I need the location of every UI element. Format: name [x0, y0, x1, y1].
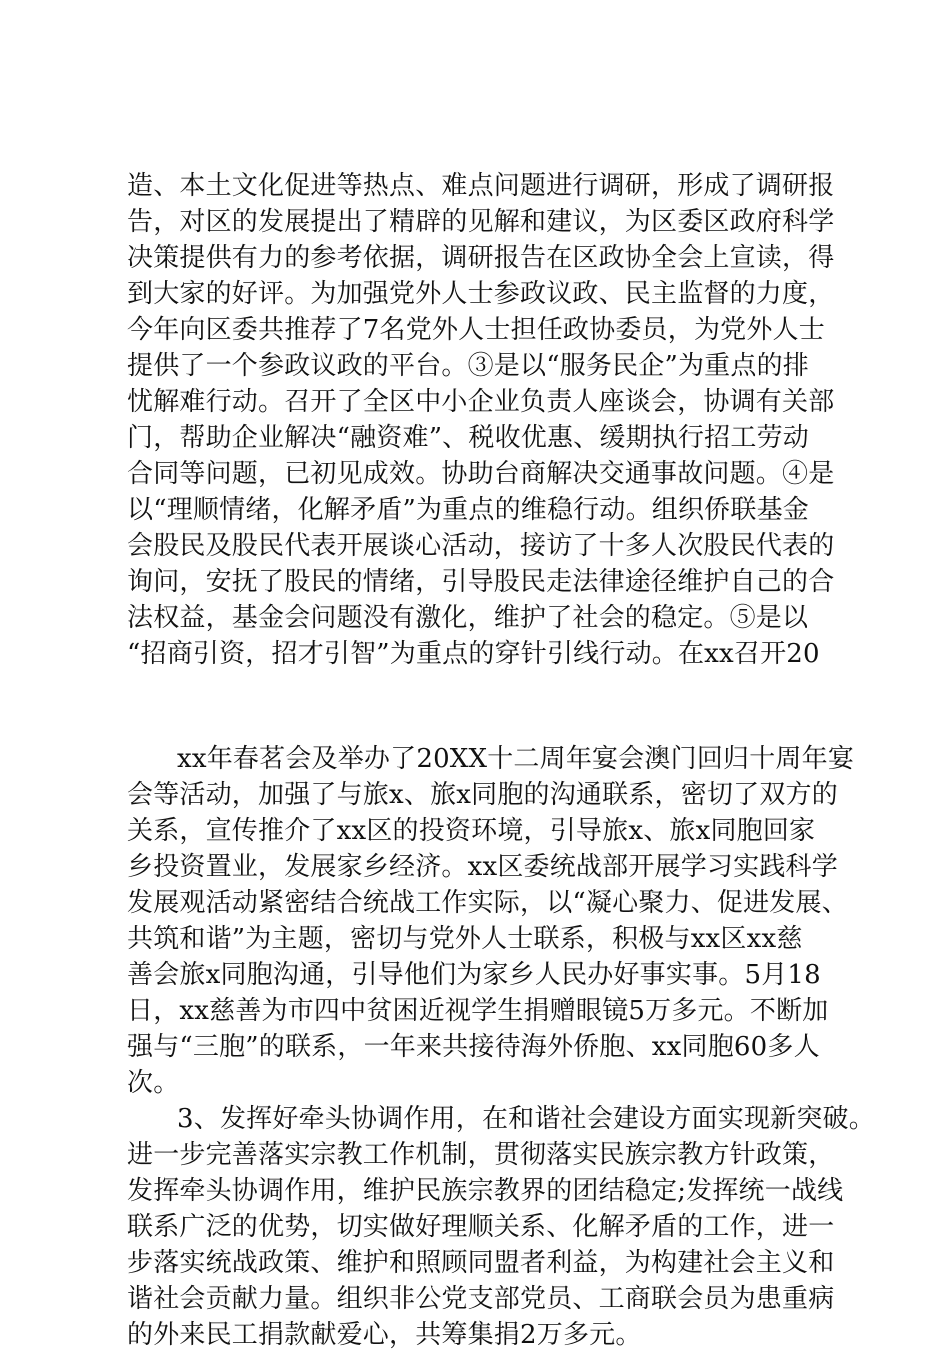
text-line: xx年春茗会及举办了20XX十二周年宴会澳门回归十周年宴 [177, 744, 855, 774]
text-line: 以“理顺情绪，化解矛盾”为重点的维稳行动。组织侨联基金 [127, 495, 809, 525]
text-line: 谐社会贡献力量。组织非公党支部党员、工商联会员为患重病 [127, 1284, 835, 1314]
text-line: “招商引资，招才引智”为重点的穿针引线行动。在xx召开20 [127, 639, 820, 669]
text-line: 联系广泛的优势，切实做好理顺关系、化解矛盾的工作，进一 [127, 1212, 835, 1242]
text-line: 造、本土文化促进等热点、难点问题进行调研，形成了调研报 [127, 171, 835, 201]
text-line: 到大家的好评。为加强党外人士参政议政、民主监督的力度， [127, 279, 835, 309]
text-line: 3、发挥好牵头协调作用，在和谐社会建设方面实现新突破。 [177, 1104, 875, 1134]
text-line: 进一步完善落实宗教工作机制，贯彻落实民族宗教方针政策， [127, 1140, 835, 1170]
text-line: 会等活动，加强了与旅x、旅x同胞的沟通联系，密切了双方的 [127, 780, 838, 810]
text-line: 决策提供有力的参考依据，调研报告在区政协全会上宣读，得 [127, 243, 835, 273]
text-line: 法权益，基金会问题没有激化，维护了社会的稳定。⑤是以 [127, 603, 809, 633]
text-line: 强与“三胞”的联系，一年来共接待海外侨胞、xx同胞60多人 [127, 1032, 820, 1062]
text-line: 发展观活动紧密结合统战工作实际，以“凝心聚力、促进发展、 [127, 888, 848, 918]
text-line: 发挥牵头协调作用，维护民族宗教界的团结稳定;发挥统一战线 [127, 1176, 844, 1206]
text-line: 今年向区委共推荐了7名党外人士担任政协委员，为党外人士 [127, 315, 825, 345]
text-line: 日，xx慈善为市四中贫困近视学生捐赠眼镜5万多元。不断加 [127, 996, 829, 1026]
text-line: 忧解难行动。召开了全区中小企业负责人座谈会，协调有关部 [127, 387, 835, 417]
text-line: 步落实统战政策、维护和照顾同盟者利益，为构建社会主义和 [127, 1248, 835, 1278]
text-line: 会股民及股民代表开展谈心活动，接访了十多人次股民代表的 [127, 531, 835, 561]
text-line: 告，对区的发展提出了精辟的见解和建议，为区委区政府科学 [127, 207, 835, 237]
text-line: 善会旅x同胞沟通，引导他们为家乡人民办好事实事。5月18 [127, 960, 821, 990]
text-line: 共筑和谐”为主题，密切与党外人士联系，积极与xx区xx慈 [127, 924, 803, 954]
text-line: 关系，宣传推介了xx区的投资环境，引导旅x、旅x同胞回家 [127, 816, 816, 846]
text-line: 乡投资置业，发展家乡经济。xx区委统战部开展学习实践科学 [127, 852, 838, 882]
text-line: 询问，安抚了股民的情绪，引导股民走法律途径维护自己的合 [127, 567, 835, 597]
text-line: 的外来民工捐款献爱心，共筹集捐2万多元。 [127, 1320, 642, 1350]
text-line: 提供了一个参政议政的平台。③是以“服务民企”为重点的排 [127, 351, 809, 381]
text-line: 合同等问题，已初见成效。协助台商解决交通事故问题。④是 [127, 459, 835, 489]
text-line: 门，帮助企业解决“融资难”、税收优惠、缓期执行招工劳动 [127, 423, 809, 453]
text-line: 次。 [127, 1068, 180, 1098]
